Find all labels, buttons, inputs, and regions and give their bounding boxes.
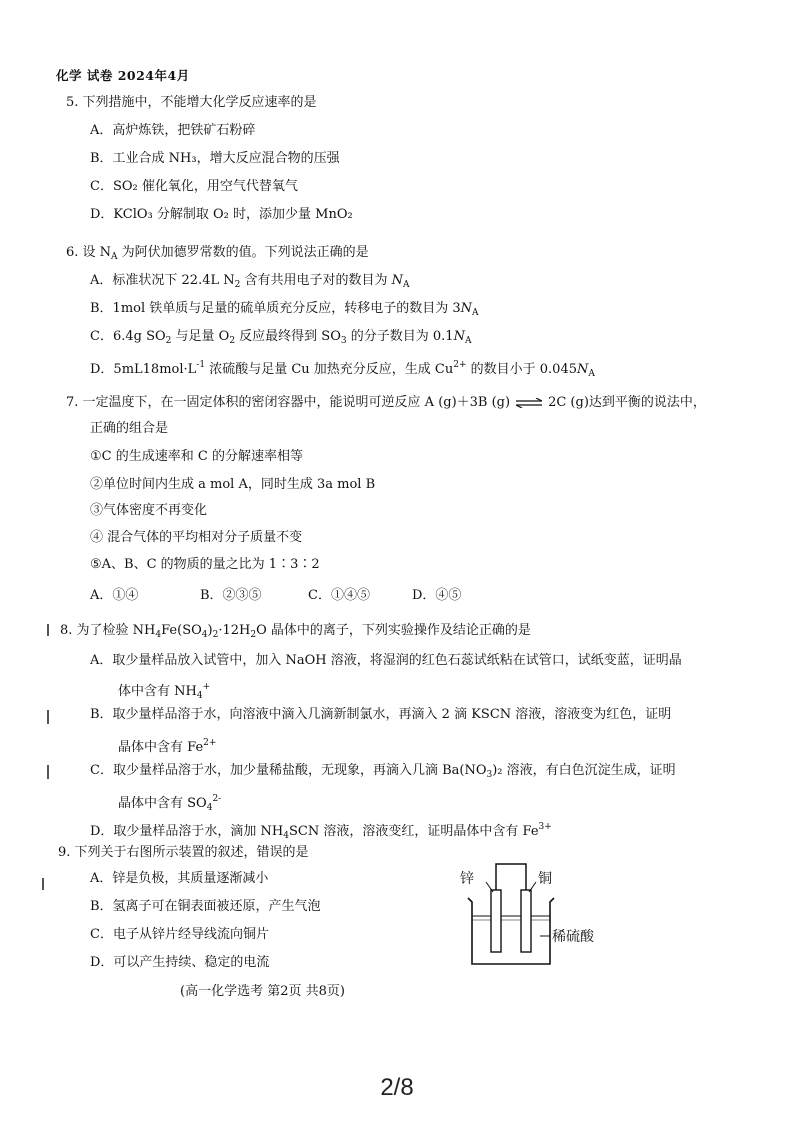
q7-stem: 7. 一定温度下，在一固定体积的密闭容器中，能说明可逆反应 A (g)＋3B (g) 2C (g)达到平衡的说法中，	[66, 395, 706, 410]
scan-mark	[47, 710, 49, 724]
q7-statement-4: ④ 混合气体的平均相对分子质量不变	[90, 530, 303, 545]
q7-choice-a: A．①④	[90, 588, 139, 603]
scan-mark	[47, 624, 49, 636]
scan-mark	[47, 765, 49, 779]
galvanic-cell-diagram	[460, 860, 600, 970]
equilibrium-arrow-icon	[514, 398, 544, 408]
q7-statement-3: ③气体密度不再变化	[90, 503, 208, 518]
q8-option-c-line1: C．取少量样品溶于水，加少量稀盐酸，无现象，再滴入几滴 $Ba(NO_3)_2$ 溶液，有白色沉淀生成，证明	[90, 763, 676, 780]
q9-option-c: C．电子从锌片经导线流向铜片	[90, 927, 269, 942]
q6-stem: 6. 设 $N_A$ 为阿伏加德罗常数的值。下列说法正确的是	[66, 245, 369, 262]
q7-stem-line2: 正确的组合是	[90, 421, 169, 436]
q7-choice-c: C．①④⑤	[308, 588, 370, 603]
q9-option-b: B．氢离子可在铜表面被还原，产生气泡	[90, 899, 321, 914]
page-indicator: 2/8	[380, 1074, 414, 1101]
q5-option-a: A．高炉炼铁，把铁矿石粉碎	[90, 123, 256, 138]
page-footer: (高一化学选考 第2页 共8页)	[180, 984, 345, 999]
q7-choice-b: B．②③⑤	[200, 588, 262, 603]
q5-option-c: C．SO₂ 催化氧化，用空气代替氧气	[90, 179, 298, 194]
q6-option-c: C．6.4g $SO_2$ 与足量 $O_2$ 反应最终得到 $SO_3$ 的分子数目为 $0.1N_A$	[90, 329, 472, 346]
zinc-label: 锌	[460, 871, 474, 887]
q6-option-d: D．$5mL18mol\cdot L^{-1}$ 浓硫酸与足量 Cu 加热充分反应，生成 $Cu^{2+}$ 的数目小于 $0.045N_A$	[90, 360, 595, 379]
q7-statement-2: ②单位时间内生成 a mol A，同时生成 3a mol B	[90, 477, 376, 492]
q8-stem: 8. 为了检验 $NH_4Fe(SO_4)_2\cdot 12H_2O$ 晶体中的离子，下列实验操作及结论正确的是	[60, 623, 531, 640]
copper-label: 铜	[538, 871, 552, 887]
q7-choice-d: D．④⑤	[412, 588, 462, 603]
q8-option-a-line2: 体中含有 $NH_4^+$	[118, 682, 211, 701]
q9-option-d: D．可以产生持续、稳定的电流	[90, 955, 270, 970]
q9-option-a: A．锌是负极，其质量逐渐减小	[90, 871, 269, 886]
q6-option-a: A．标准状况下 22.4L $N_2$ 含有共用电子对的数目为 $N_A$	[90, 273, 410, 290]
q8-option-b-line1: B．取少量样品溶于水，向溶液中滴入几滴新制氯水，再滴入 2 滴 KSCN 溶液，溶液变为红色，证明	[90, 707, 672, 722]
q7-statement-1: ①C 的生成速率和 C 的分解速率相等	[90, 449, 303, 464]
galvanic-cell-drawing	[460, 860, 600, 970]
q8-option-d: D．取少量样品溶于水，滴加 $NH_4SCN$ 溶液，溶液变红，证明晶体中含有 $Fe^{3+}$	[90, 822, 552, 841]
q7-statement-5: ⑤A、B、C 的物质的量之比为 1∶3∶2	[90, 557, 320, 572]
q8-option-b-line2: 晶体中含有 $Fe^{2+}$	[118, 738, 217, 755]
q5-option-b: B．工业合成 NH₃，增大反应混合物的压强	[90, 151, 340, 166]
q9-stem: 9. 下列关于右图所示装置的叙述，错误的是	[58, 845, 309, 860]
page-header: 化学 试卷 2024年4月	[56, 68, 190, 83]
q8-option-c-line2: 晶体中含有 $SO_4^{2-}$	[118, 794, 222, 813]
q5-option-d: D．KClO₃ 分解制取 O₂ 时，添加少量 MnO₂	[90, 207, 353, 222]
q6-option-b: B．1mol 铁单质与足量的硫单质充分反应，转移电子的数目为 $3N_A$	[90, 301, 479, 318]
scan-mark	[42, 878, 44, 890]
q5-stem: 5. 下列措施中，不能增大化学反应速率的是	[66, 95, 317, 110]
dilute-sulfuric-acid-label: 稀硫酸	[552, 929, 594, 945]
q8-option-a-line1: A．取少量样品放入试管中，加入 NaOH 溶液，将湿润的红色石蕊试纸粘在试管口，试纸变蓝，证明晶	[90, 653, 682, 668]
